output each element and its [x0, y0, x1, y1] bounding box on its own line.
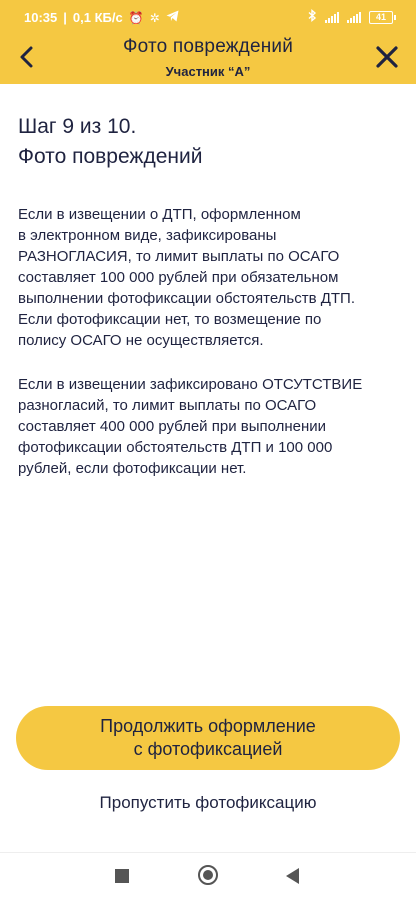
app-notification-icon: ✲: [149, 10, 160, 25]
status-speed: 0,1 КБ/с: [72, 10, 123, 25]
recents-icon[interactable]: [115, 869, 129, 883]
status-bar: [0, 0, 416, 32]
status-separator: |: [63, 10, 67, 25]
alarm-icon: ⏰: [128, 10, 144, 25]
system-nav-bar: [0, 852, 416, 900]
text-line: полису ОСАГО не осуществляется.: [18, 332, 264, 349]
battery-icon: [369, 11, 396, 24]
text-line: выполнении фотофиксации обстоятельств ДТП.: [18, 290, 356, 307]
header-subtitle: Участник “А”: [165, 64, 251, 79]
skip-photo-link[interactable]: Пропустить фотофиксацию: [99, 793, 317, 812]
text-line: рублей, если фотофиксации нет.: [18, 460, 247, 477]
status-left: [24, 10, 179, 25]
system-back-icon[interactable]: [286, 868, 299, 884]
info-paragraph-disagreement: [18, 204, 408, 351]
header: [0, 32, 416, 84]
home-icon[interactable]: [198, 865, 218, 885]
text-line: составляет 100 000 рублей при обязательном: [18, 269, 339, 286]
content: [18, 112, 402, 477]
bluetooth-icon: [308, 9, 317, 25]
text-line: РАЗНОГЛАСИЯ, то лимит выплаты по ОСАГО: [18, 248, 340, 265]
info-paragraph-no-disagreement: [18, 374, 408, 479]
text-line: в электронном виде, зафиксированы: [18, 227, 277, 244]
back-button[interactable]: [10, 40, 44, 74]
status-time: 10:35: [24, 10, 58, 25]
step-title: [18, 112, 402, 172]
top-bar: [0, 0, 416, 84]
text-line: Если в извещении о ДТП, оформленном: [18, 206, 301, 223]
text-line: фотофиксации обстоятельств ДТП и 100 000: [18, 439, 333, 456]
step-name: Фото повреждений: [18, 145, 203, 168]
step-counter: Шаг 9 из 10.: [18, 115, 137, 138]
header-title: Фото повреждений: [122, 36, 294, 57]
text-line: составляет 400 000 рублей при выполнении: [18, 418, 327, 435]
text-line: разногласий, то лимит выплаты по ОСАГО: [18, 397, 317, 414]
close-icon: [370, 40, 404, 74]
battery-level: 41: [369, 11, 393, 24]
continue-button-label-2: с фотофиксацией: [133, 739, 283, 759]
continue-with-photo-button[interactable]: [16, 706, 400, 770]
signal-icon-2: [347, 11, 361, 23]
close-button[interactable]: [370, 40, 404, 74]
telegram-icon: [166, 10, 179, 25]
signal-icon-1: [325, 11, 339, 23]
status-right: [308, 9, 396, 25]
continue-button-label-1: Продолжить оформление: [100, 716, 316, 736]
text-line: Если в извещении зафиксировано ОТСУТСТВИЕ: [18, 376, 363, 393]
text-line: Если фотофиксации нет, то возмещение по: [18, 311, 322, 328]
chevron-left-icon: [10, 40, 44, 74]
